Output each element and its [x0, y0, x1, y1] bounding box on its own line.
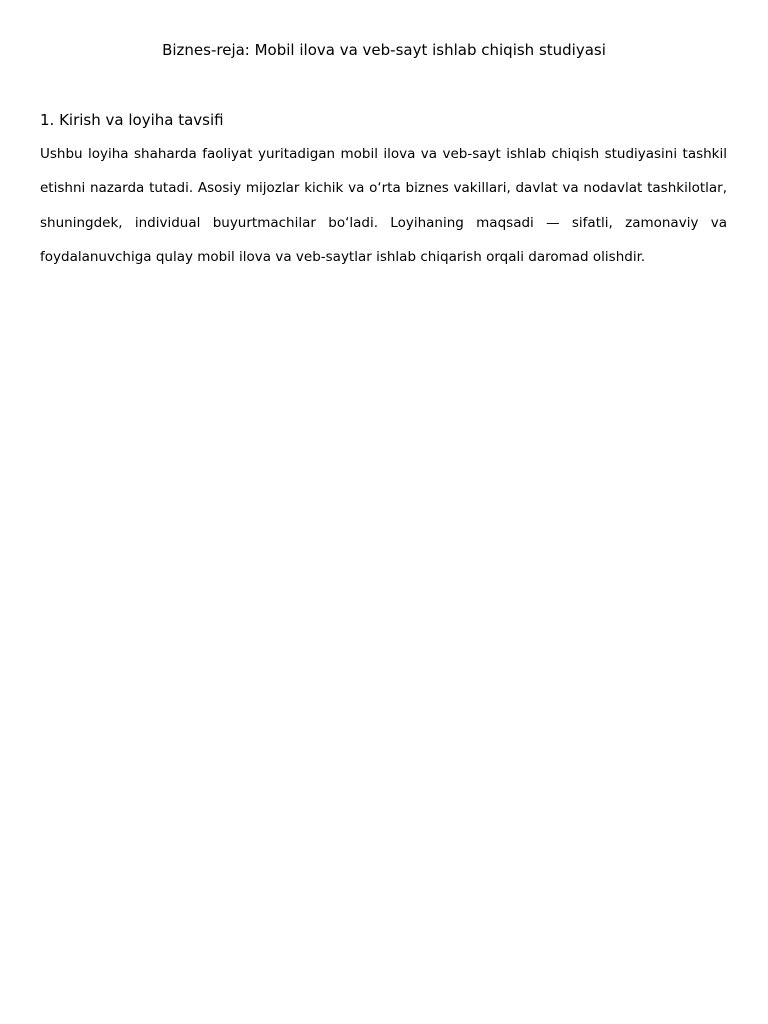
document-title: Biznes-reja: Mobil ilova va veb-sayt ishlab chiqish studiyasi: [162, 41, 606, 59]
section-heading-introduction: 1. Kirish va loyiha tavsifi: [40, 111, 224, 129]
section-paragraph-introduction: Ushbu loyiha shaharda faoliyat yuritadigan mobil ilova va veb-sayt ishlab chiqish studiyasini tashkil etishni nazarda tutadi. Asosiy mijozlar kichik va o‘rta biznes vakillari, davlat va nodavlat tashkilotlar, shuningdek, individual buyurtmachilar bo‘ladi. Loyihaning maqsadi — sifatli, zamonaviy va foydalanuvchiga qulay mobil ilova va veb-saytlar ishlab chiqarish orqali daromad olishdir.: [40, 146, 727, 266]
